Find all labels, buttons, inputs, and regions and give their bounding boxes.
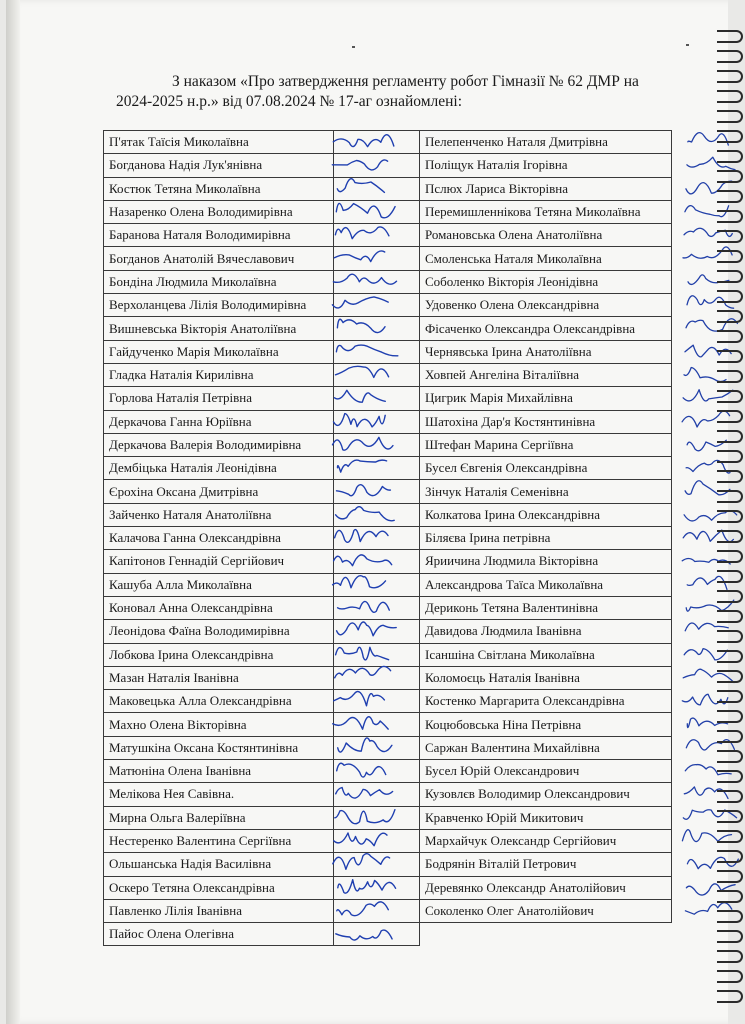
left-signature-cell — [334, 433, 420, 456]
binding-ring — [717, 810, 743, 823]
table-row — [104, 527, 672, 550]
binding-ring — [717, 30, 743, 43]
right-name-cell: Бусел Юрій Олександрович — [420, 760, 672, 783]
left-name-cell: Зайченко Наталя Анатоліївна — [104, 503, 334, 526]
left-name-cell: Богданова Надія Лук'янівна — [104, 154, 334, 177]
left-name-cell: Нестеренко Валентина Сергіївна — [104, 829, 334, 852]
right-name-cell: Коломоєць Наталія Іванівна — [420, 666, 672, 689]
binding-ring — [717, 370, 743, 383]
binding-ring — [717, 490, 743, 503]
left-signature-cell — [334, 573, 420, 596]
binding-ring — [717, 270, 743, 283]
binding-ring — [717, 930, 743, 943]
left-name-cell: Калачова Ганна Олександрівна — [104, 527, 334, 550]
right-name-cell: Кузовлєв Володимир Олександрович — [420, 783, 672, 806]
binding-ring — [717, 350, 743, 363]
left-signature-cell — [334, 853, 420, 876]
table-row — [104, 177, 672, 200]
binding-ring — [717, 210, 743, 223]
binding-ring — [717, 950, 743, 963]
table-row — [104, 550, 672, 573]
table-row — [104, 270, 672, 293]
table-row — [104, 154, 672, 177]
right-name-cell: Бодрянін Віталій Петрович — [420, 853, 672, 876]
right-name-cell: Перемишленнікова Тетяна Миколаївна — [420, 200, 672, 223]
left-signature-cell — [334, 806, 420, 829]
left-signature-cell — [334, 690, 420, 713]
left-signature-cell — [334, 923, 420, 946]
header-line-2: 2024-2025 н.р.» від 07.08.2024 № 17-аг ознайомлені: — [116, 93, 463, 110]
table-row — [104, 410, 672, 433]
signature-table — [103, 130, 672, 946]
right-name-cell — [420, 923, 672, 946]
table-row — [104, 876, 672, 899]
binding-ring — [717, 330, 743, 343]
left-name-cell: Бондіна Людмила Миколаївна — [104, 270, 334, 293]
binding-ring — [717, 470, 743, 483]
left-name-cell: Капітонов Геннадій Сергійович — [104, 550, 334, 573]
left-signature-cell — [334, 550, 420, 573]
binding-ring — [717, 110, 743, 123]
left-name-cell: Дембіцька Наталія Леонідівна — [104, 457, 334, 480]
binding-ring — [717, 610, 743, 623]
left-signature-cell — [334, 200, 420, 223]
left-name-cell: Верхоланцева Лілія Володимирівна — [104, 294, 334, 317]
page-shadow-edge — [6, 0, 20, 1024]
table-row — [104, 131, 672, 154]
left-signature-cell — [334, 387, 420, 410]
left-signature-cell — [334, 294, 420, 317]
binding-ring — [717, 990, 743, 1003]
left-name-cell: П'ятак Таїсія Миколаївна — [104, 131, 334, 154]
left-name-cell: Коновал Анна Олександрівна — [104, 596, 334, 619]
right-name-cell: Смоленська Наталя Миколаївна — [420, 247, 672, 270]
left-name-cell: Маковецька Алла Олександрівна — [104, 690, 334, 713]
table-row — [104, 806, 672, 829]
binding-ring — [717, 230, 743, 243]
left-signature-cell — [334, 596, 420, 619]
binding-ring — [717, 170, 743, 183]
scan-speck — [352, 46, 355, 48]
binding-ring — [717, 890, 743, 903]
left-name-cell: Мазан Наталія Іванівна — [104, 666, 334, 689]
left-signature-cell — [334, 503, 420, 526]
left-name-cell: Пайос Олена Олегівна — [104, 923, 334, 946]
table-row — [104, 620, 672, 643]
right-name-cell: Яриичина Людмила Вікторівна — [420, 550, 672, 573]
binding-ring — [717, 910, 743, 923]
left-signature-cell — [334, 736, 420, 759]
left-signature-cell — [334, 480, 420, 503]
right-name-cell: Чернявська Ірина Анатоліївна — [420, 340, 672, 363]
table-row — [104, 294, 672, 317]
table-row — [104, 760, 672, 783]
left-signature-cell — [334, 527, 420, 550]
left-name-cell: Деркачова Валерія Володимирівна — [104, 433, 334, 456]
table-row — [104, 317, 672, 340]
left-signature-cell — [334, 829, 420, 852]
binding-ring — [717, 870, 743, 883]
binding-ring — [717, 150, 743, 163]
left-name-cell: Вишневська Вікторія Анатоліївна — [104, 317, 334, 340]
left-name-cell: Деркачова Ганна Юріївна — [104, 410, 334, 433]
right-name-cell: Давидова Людмила Іванівна — [420, 620, 672, 643]
spiral-binding — [723, 0, 745, 1024]
binding-ring — [717, 710, 743, 723]
binding-ring — [717, 510, 743, 523]
binding-ring — [717, 550, 743, 563]
right-name-cell: Фісаченко Олександра Олександрівна — [420, 317, 672, 340]
document-header — [116, 72, 721, 112]
left-signature-cell — [334, 317, 420, 340]
binding-ring — [717, 850, 743, 863]
table-row — [104, 340, 672, 363]
right-name-cell: Пслюх Лариса Вікторівна — [420, 177, 672, 200]
left-signature-cell — [334, 177, 420, 200]
left-signature-cell — [334, 760, 420, 783]
left-name-cell: Лобкова Ірина Олександрівна — [104, 643, 334, 666]
binding-ring — [717, 770, 743, 783]
left-name-cell: Павленко Лілія Іванівна — [104, 899, 334, 922]
left-name-cell: Матюніна Олена Іванівна — [104, 760, 334, 783]
right-name-cell: Колкатова Ірина Олександрівна — [420, 503, 672, 526]
binding-ring — [717, 390, 743, 403]
right-name-cell: Мархайчук Олександр Сергійович — [420, 829, 672, 852]
binding-ring — [717, 290, 743, 303]
left-name-cell: Оскеро Тетяна Олександрівна — [104, 876, 334, 899]
right-name-cell: Шатохіна Дар'я Костянтинівна — [420, 410, 672, 433]
binding-ring — [717, 670, 743, 683]
right-name-cell: Соболенко Вікторія Леонідівна — [420, 270, 672, 293]
left-signature-cell — [334, 666, 420, 689]
left-signature-cell — [334, 876, 420, 899]
binding-ring — [717, 250, 743, 263]
left-signature-cell — [334, 340, 420, 363]
left-signature-cell — [334, 713, 420, 736]
binding-ring — [717, 630, 743, 643]
table-row — [104, 387, 672, 410]
left-signature-cell — [334, 783, 420, 806]
binding-ring — [717, 530, 743, 543]
left-signature-cell — [334, 899, 420, 922]
table-row — [104, 853, 672, 876]
table-row — [104, 363, 672, 386]
left-signature-cell — [334, 410, 420, 433]
left-signature-cell — [334, 620, 420, 643]
table-row — [104, 224, 672, 247]
left-name-cell: Костюк Тетяна Миколаївна — [104, 177, 334, 200]
left-signature-cell — [334, 224, 420, 247]
table-row — [104, 829, 672, 852]
binding-ring — [717, 190, 743, 203]
left-name-cell: Гладка Наталія Кирилівна — [104, 363, 334, 386]
binding-ring — [717, 430, 743, 443]
table-row — [104, 433, 672, 456]
left-name-cell: Богданов Анатолій Вячеславович — [104, 247, 334, 270]
table-row — [104, 503, 672, 526]
scan-speck — [686, 44, 689, 46]
right-name-cell: Коцюбовська Ніна Петрівна — [420, 713, 672, 736]
left-name-cell: Мирна Ольга Валеріївна — [104, 806, 334, 829]
left-signature-cell — [334, 131, 420, 154]
binding-ring — [717, 790, 743, 803]
signature-table-body — [104, 131, 672, 946]
left-name-cell: Горлова Наталія Петрівна — [104, 387, 334, 410]
left-name-cell: Кашуба Алла Миколаївна — [104, 573, 334, 596]
binding-ring — [717, 590, 743, 603]
right-name-cell: Дериконь Тетяна Валентинівна — [420, 596, 672, 619]
table-row — [104, 480, 672, 503]
table-row — [104, 923, 672, 946]
binding-ring — [717, 730, 743, 743]
table-row — [104, 736, 672, 759]
binding-ring — [717, 970, 743, 983]
right-name-cell: Костенко Маргарита Олександрівна — [420, 690, 672, 713]
binding-ring — [717, 50, 743, 63]
right-name-cell: Ісаншіна Світлана Миколаївна — [420, 643, 672, 666]
right-name-cell: Саржан Валентина Михайлівна — [420, 736, 672, 759]
right-name-cell: Деревянко Олександр Анатолійович — [420, 876, 672, 899]
left-name-cell: Єрохіна Оксана Дмитрівна — [104, 480, 334, 503]
table-row — [104, 457, 672, 480]
table-row — [104, 666, 672, 689]
document-page — [6, 0, 728, 1024]
left-signature-cell — [334, 247, 420, 270]
table-row — [104, 783, 672, 806]
left-name-cell: Леонідова Фаїна Володимирівна — [104, 620, 334, 643]
table-row — [104, 899, 672, 922]
left-name-cell: Мелікова Нея Савівна. — [104, 783, 334, 806]
table-row — [104, 247, 672, 270]
right-name-cell: Цигрик Марія Михайлівна — [420, 387, 672, 410]
binding-ring — [717, 450, 743, 463]
header-line-1: З наказом «Про затвердження регламенту робот Гімназії № 62 ДМР на — [172, 73, 639, 90]
binding-ring — [717, 70, 743, 83]
left-signature-cell — [334, 363, 420, 386]
left-name-cell: Назаренко Олена Володимирівна — [104, 200, 334, 223]
binding-ring — [717, 750, 743, 763]
table-row — [104, 713, 672, 736]
binding-ring — [717, 310, 743, 323]
right-name-cell: Романовська Олена Анатоліївна — [420, 224, 672, 247]
left-name-cell: Гайдученко Марія Миколаївна — [104, 340, 334, 363]
right-name-cell: Ховпей Ангеліна Віталіївна — [420, 363, 672, 386]
binding-ring — [717, 830, 743, 843]
right-name-cell: Поліщук Наталія Ігорівна — [420, 154, 672, 177]
left-signature-cell — [334, 457, 420, 480]
left-name-cell: Махно Олена Вікторівна — [104, 713, 334, 736]
table-row — [104, 200, 672, 223]
table-row — [104, 643, 672, 666]
left-signature-cell — [334, 154, 420, 177]
binding-ring — [717, 650, 743, 663]
right-name-cell: Штефан Марина Сергіївна — [420, 433, 672, 456]
left-name-cell: Баранова Наталя Володимирівна — [104, 224, 334, 247]
binding-ring — [717, 90, 743, 103]
right-name-cell: Кравченко Юрій Микитович — [420, 806, 672, 829]
right-name-cell: Бусел Євгенія Олександрівна — [420, 457, 672, 480]
table-row — [104, 573, 672, 596]
right-name-cell: Александрова Таїса Миколаївна — [420, 573, 672, 596]
right-name-cell: Соколенко Олег Анатолійович — [420, 899, 672, 922]
left-name-cell: Матушкіна Оксана Костянтинівна — [104, 736, 334, 759]
right-name-cell: Пелепенченко Наталя Дмитрівна — [420, 131, 672, 154]
handwritten-signature — [328, 125, 408, 155]
right-name-cell: Удовенко Олена Олександрівна — [420, 294, 672, 317]
right-name-cell: Біляєва Ірина петрівна — [420, 527, 672, 550]
right-name-cell: Зінчук Наталія Семенівна — [420, 480, 672, 503]
left-signature-cell — [334, 270, 420, 293]
left-signature-cell — [334, 643, 420, 666]
binding-ring — [717, 130, 743, 143]
table-row — [104, 690, 672, 713]
binding-ring — [717, 410, 743, 423]
binding-ring — [717, 690, 743, 703]
table-row — [104, 596, 672, 619]
left-name-cell: Ольшанська Надія Василівна — [104, 853, 334, 876]
binding-ring — [717, 570, 743, 583]
